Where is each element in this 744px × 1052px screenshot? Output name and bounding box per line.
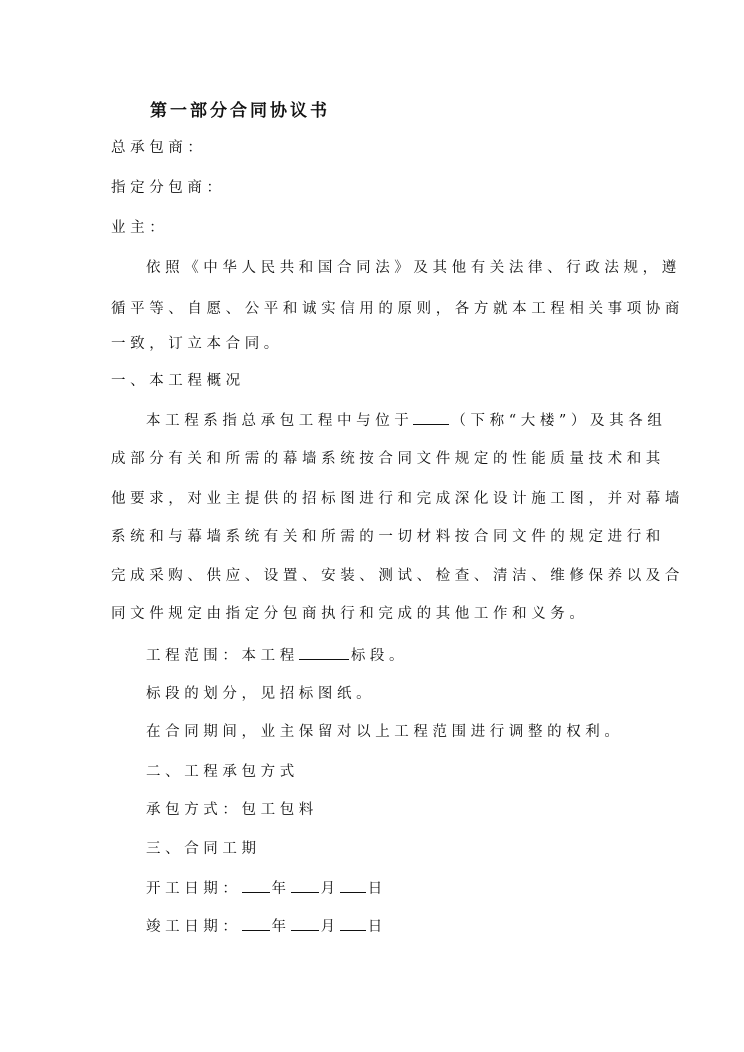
bid-section-blank xyxy=(299,645,349,660)
start-year-unit: 年 xyxy=(271,881,291,897)
end-date-label: 竣工日期： xyxy=(146,919,242,935)
start-day-blank xyxy=(340,878,366,893)
scope-line xyxy=(146,645,408,666)
preamble-line-1: 依照《中华人民共和国合同法》及其他有关法律、行政法规，遵 xyxy=(146,260,681,276)
end-year-blank xyxy=(242,916,270,931)
designated-subcontractor-label: 指定分包商： xyxy=(111,180,226,196)
end-date-line xyxy=(146,916,387,937)
section1-para-first-line xyxy=(146,410,666,431)
section1-heading: 一、本工程概况 xyxy=(111,373,245,389)
start-month-blank xyxy=(291,878,319,893)
section2-heading: 二、工程承包方式 xyxy=(146,764,299,780)
start-day-unit: 日 xyxy=(367,881,387,897)
contract-method: 承包方式：包工包料 xyxy=(146,802,318,818)
general-contractor-label: 总承包商： xyxy=(111,140,207,156)
end-day-unit: 日 xyxy=(367,919,387,935)
end-day-blank xyxy=(340,916,366,931)
reservation-line: 在合同期间，业主保留对以上工程范围进行调整的权利。 xyxy=(146,724,624,740)
division-line: 标段的划分，见招标图纸。 xyxy=(146,686,376,702)
section1-para-line-3: 他要求，对业主提供的招标图进行和完成深化设计施工图，并对幕墙 xyxy=(111,491,684,507)
section1-para-line-4: 系统和与幕墙系统有关和所需的一切材料按合同文件的规定进行和 xyxy=(111,529,665,545)
location-blank xyxy=(413,410,449,425)
preamble-line-2: 循平等、自愿、公平和诚实信用的原则，各方就本工程相关事项协商 xyxy=(111,301,684,317)
start-year-blank xyxy=(242,878,270,893)
end-month-blank xyxy=(291,916,319,931)
start-month-unit: 月 xyxy=(320,881,340,897)
preamble-line-3: 一致，订立本合同。 xyxy=(111,336,283,352)
section1-para-line-6: 同文件规定由指定分包商执行和完成的其他工作和义务。 xyxy=(111,606,589,622)
document-title: 第一部分合同协议书 xyxy=(150,101,330,121)
end-year-unit: 年 xyxy=(271,919,291,935)
owner-label: 业主： xyxy=(111,220,169,236)
scope-suffix: 标段。 xyxy=(350,648,409,664)
start-date-label: 开工日期： xyxy=(146,881,242,897)
section3-heading: 三、合同工期 xyxy=(146,841,261,857)
section1-para-line-2: 成部分有关和所需的幕墙系统按合同文件规定的性能质量技术和其 xyxy=(111,451,665,467)
scope-label: 工程范围：本工程 xyxy=(146,648,299,664)
section1-para-line-5: 完成采购、供应、设置、安装、测试、检查、清洁、维修保养以及合 xyxy=(111,568,684,584)
section1-para-first-b: （下称“大楼”）及其各组 xyxy=(451,413,667,429)
section1-para-first-a: 本工程系指总承包工程中与位于 xyxy=(146,413,414,429)
start-date-line xyxy=(146,878,387,899)
end-month-unit: 月 xyxy=(320,919,340,935)
